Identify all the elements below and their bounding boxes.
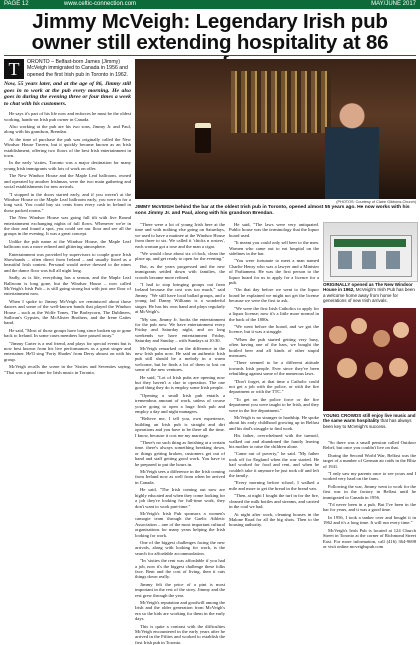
pub-sign (334, 239, 406, 247)
article-paragraph: Entertainment was provided by supervisors to couple grace Irish Showbands – often direct from Ireland – and usually listed as a beautiful Irish contest. Personal would arrive dressed to the nines and the dance floor was full all night long. (4, 251, 131, 273)
photo-credit: (PHOTOS: Courtesy of Claire Gibbons-Church) (336, 200, 416, 204)
article-paragraph: "We went before the board, and we got the licence, but it was a struggle. (229, 323, 319, 335)
photo-caption-crowds (323, 413, 416, 429)
lead-text: ORONTO – Belfast-born James (Jimmy) McVeigh immigrated to Canada in 1956 and opened the first Irish pub in Toronto in 1962. (27, 59, 129, 78)
caption-rest: that has always been key to McVeigh's success. (323, 418, 412, 429)
article-paragraph: This is quite a contrast with the difficulties McVeigh encountered in the early years after he arrived in the Fifties and worked to establish the first Irish pub in Toronto. (135, 623, 225, 645)
article-paragraph: "There seemed to be a different attitude towards Irish people. Ever since they've been rebuilding against some of the numerous laws. (229, 360, 319, 377)
article-paragraph: "Came out of poverty," he said. "My father took off for England when the war started. He had worked for food and rent, and when he couldn't take it anymore he just took off and left the family. (229, 451, 319, 479)
article-paragraph: When I spoke to Jimmy McVeigh we reminisced about those dances and some of the well-known bands that played the Windsor House – such as the Wolfe Tones, The Barleycorn, The Dubliners, Sullivan's Gypsies, the McAlister Brothers, and the Irene Gaites band. (4, 298, 131, 326)
issue-date: MAY/JUNE 2017 (371, 1, 416, 7)
article-paragraph: During the Second World War, Belfast was the target of a number of German air raids in the Blitz of 1941. (323, 452, 416, 469)
photo-jimmy-behind-bar (135, 59, 416, 199)
caption-lead: YOUNG CROWDS still enjoy live music and the same warm hospitality (323, 413, 416, 424)
face (365, 362, 383, 380)
article-paragraph: "So there was a small pension called Outdoor Relief, but once you couldn't live on that. (323, 440, 416, 451)
article-paragraph: Unlike the pub name at the Windsor House, the Maple Leaf ballroom was a more refined and glittering atmosphere. (4, 238, 131, 250)
article-paragraph: The New Windsor House and the Maple Leaf ballroom, owned and operated by another Irishman, were the two main gathering and social establishments for new arrivals. (4, 173, 131, 190)
caption-rest: McVeigh's Irish Pub has been a welcome home away from home for generations of new Irish arrivals. (323, 287, 415, 303)
face (351, 318, 367, 334)
article-paragraph: "There's no such thing as finishing at a certain time. there's always something breaking down, or things getting broken, customers get out of hand and staff getting good work. You have to be prepared to put the hours in. (135, 440, 225, 467)
photo-pub-exterior (323, 222, 418, 282)
article-paragraph: Following the war, Jimmy went to work for the first war in the factory in Belfast until he immigrated to Canada in 1956. (323, 483, 416, 500)
article-paragraph: McVeigh is no stranger to hardship. He spoke about his early childhood growing up in Belfast and his dad's struggle to find work. (229, 415, 319, 431)
article-paragraph: Sadly, as is life, everything has a season, and the Maple Leaf Ballroom is long gone, but the Windsor House – now called McVeigh's Irish Pub – is still going strong but with just one floor of entertainment now. (4, 275, 131, 297)
article-headline: Jimmy McVeigh: Legendary Irish pub owner still extending hospitality at 86 (31, 10, 389, 54)
caption-lead: ORIGINALLY opened as The New Windsor House in 1962, (323, 282, 413, 293)
article-paragraph: He said, "Lot of Irish pubs are opening now but they haven't a clue to operation. The one good thing they do is employ some Irish people. (135, 374, 225, 391)
article-paragraph: At the time of purchase the pub was originally called the New Windsor House Tavern, but it quickly became known as an Irish establishment, offering two floors of the best Irish entertainment in town. (4, 136, 131, 159)
face (389, 358, 408, 377)
article-paragraph: McVeigh's reputation and goodwill among the Irish and the older generation from McVeigh's era so the kids are working for them in the early days. (135, 600, 225, 622)
article-column-3 (229, 222, 319, 577)
window (386, 251, 400, 269)
article-paragraph: Jimmy felt the price of a pint is most important in the rest of the story. Jimmy and the rest grew through the year. (135, 581, 225, 598)
article-paragraph: His father, overwhelmed with the turmoil, walked out and abandoned the family leaving his mother to raise the children alone. (229, 433, 319, 450)
article-paragraph: The New Windsor House was going full tilt with live Round entertainment exchanging nights of full flows. Whenever we're in the door and found a spot, you could see our floor and see all the groups in the evening. It was a great concept. (4, 215, 131, 237)
article-paragraph: McVeigh's Irish Pub sponsors a women's camogie team through the Gaelic Athletic Association – one of the most important cultural organisations for many years helping the Irish looking for work. (135, 510, 225, 538)
article-paragraph: In the early 'sixties, Toronto was a major destination for many young Irish immigrants with lots of work on offer. (4, 160, 131, 171)
article-paragraph: "On that day before we went to the liquor board he explained we might not get the license because we were the first to ask. (229, 287, 319, 304)
article-paragraph: "Believe me, I tell you, own experience, building an Irish pub is straight and dirt operations and you have to be there all the time. I know, because it cost me my marriage. (135, 416, 225, 438)
article-paragraph: "I had to stop bringing groups out from Ireland because the cost was too much," said Jimmy. "We still have local ballad groups, and a young lad Danny Williams is a wonderful singer. He has his own band and plays regularly at McVeigh's. (135, 282, 225, 315)
article-paragraph: Also working at the pub are his two sons, Jimmy Jr. and Paul, along with his grandson, Brendan. (4, 124, 131, 135)
article-paragraph: At night after work, cleaning houses in the Malone Road for all the big shots. Then to the housing authority. (229, 511, 319, 528)
article-paragraph: In 1956, I took a tanker over and bought it in 1962 and it's a long time. It will run every time." (323, 514, 416, 526)
article-column-1 (4, 59, 131, 577)
article-paragraph: "When the pub started getting very busy, often having one of the bars, we bought the bottled beer and all kinds of other stupid measures. (229, 336, 319, 358)
article-paragraph: "Opening a small Irish pub entails a tremendous amount of work, unless of course you're going to open a huge Irish pub and employ a day and night managers. (135, 392, 225, 414)
article-paragraph: "To get on the police force or the fire department you were taught to be Irish, and they were in the fire department." (229, 396, 319, 413)
article-paragraph: He said, "The Irish coming out now are highly educated and when they come looking for a job they're looking for full-time work, they don't want to work part-time." (135, 487, 225, 509)
article-paragraph: McVeigh recalls the scene in the 'Sixties and Seventies saying, "That was a good time for Irish music in Toronto. (4, 364, 131, 375)
face (373, 330, 390, 347)
article-paragraph: "There were a lot of young Irish here at the time and with nothing else going on Saturdays, we used to have a matinee at the Windsor House from three to six. We called it 'chicks n rosters', each woman got a rose and the man a cigar. (135, 222, 225, 249)
article-paragraph: "We would close about six o'clock, clean the place up, and get ready to open for the evening." (135, 251, 225, 262)
article-paragraph: He says it's part of his life now and enforces he must be the oldest working, hands-on Irish pub owner in Canada. (4, 111, 131, 122)
jimmy-portrait (325, 95, 379, 199)
article-paragraph: "My son, Jimmy Jr. books the entertainment for the pub now. We have entertainment every Friday and Saturday night, and on long weekends we have entertainment Friday, Saturday and Sunday – with Sundays at 10:30. (135, 316, 225, 344)
window (338, 251, 352, 269)
article-paragraph: "Every morning before school, I walked a mile and more to get the bread in the bread van. (229, 480, 319, 491)
face (329, 326, 347, 344)
photo-caption-exterior (323, 282, 416, 303)
article-paragraph: "Then, at night I fought the turf in for the fire, cleaned the milk bottles and streams, and carried in the coal we had. (229, 493, 319, 510)
article-paragraph: "It meant you could only sell beer to the men. Women who came out to eat hospital on the sidelines in the bar. (229, 240, 319, 257)
page-header-bar (0, 0, 420, 9)
article-paragraph: "You were fortunate to meet a man named Charlie Henry who was a lawyer and a Minister of Parliament. He was the first person to the liquor board for us to apply for a licence for a pub. (229, 258, 319, 286)
window (362, 251, 376, 269)
face (393, 322, 409, 338)
lead-paragraph-2: Now, 55 years later, and at the age of 86, Jimmy still goes in to work at the pub every morning. He also goes in during the evening three or four times a week to chat with his customers. (4, 81, 131, 107)
site-url[interactable]: www.celtic-connection.com (64, 1, 137, 7)
drop-cap: T (4, 59, 24, 79)
article-paragraph: McVeigh's Irish Pub is located at 124 Church Street in Toronto at the corner of Richmond Street East. For more information, call (416) 364-9698 or visit online mcveighspub.com (323, 527, 416, 549)
bottle-shelf (231, 71, 331, 133)
article-paragraph: "Jimmy Carter is a real friend, and plays for special events but is now best known from his live performances as a great singer and entertainer. He'll sing 'Forty Shades' from Derry almost on with his group. (4, 340, 131, 362)
article-paragraph: "We were the first Irish Catholics to apply for a liquor license; now it's a little more normal in the back of the 1800s. (229, 305, 319, 322)
article-paragraph: "I'd never been in a pub. But I've been in the bar for years, and it was a good time. (323, 502, 416, 513)
article-paragraph: But, as the years progressed and the new immigrants settled down with families, the crowds became more refined. (135, 263, 225, 280)
article-paragraph: He said, "Most of those groups have long since broken up or gone back to Ireland. In some cases members have passed away." (4, 327, 131, 339)
article-paragraph: "I stopped in the doors started early, and if you weren't at the Windsor House or the Maple Leaf ballroom early, you were in for a long wait. You could buy six cents from every cash in Ireland in those packed rooms." (4, 191, 131, 213)
article-paragraph: "Don't forget, at that time a Catholic could not get a job with the police, or with the fire department or with the TTC." (229, 378, 319, 395)
article-paragraph: "I only saw my parents once to see yours and I worked very hard on the farm. (323, 471, 416, 482)
lead-paragraph (4, 59, 131, 78)
pint-glass (195, 123, 211, 153)
article-column-2 (135, 222, 225, 645)
article-paragraph: McVeigh remarked on the difference in the new Irish pubs now. He said an authentic Irish pub still should be a melody in a warm welcome, but he finds a lot of them to lost on some of the new ventures. (135, 345, 225, 373)
article-column-4 (323, 440, 416, 577)
page-number: PAGE 12 (4, 1, 29, 7)
article-paragraph: He said, "The laws were very antiquated. Public house was the terminology that the liquor board used. (229, 222, 319, 238)
headline-rule (4, 55, 416, 56)
article-paragraph: McVeigh sees a difference in the Irish coming from Ireland now as well from when he arrived in Canada. (135, 469, 225, 485)
column-3-body (229, 222, 319, 528)
article-paragraph: One of the biggest challenges facing the new arrivals, along with looking for work, is the search for affordable accommodation. (135, 539, 225, 556)
column-4-body (323, 440, 416, 549)
photo-young-crowds (323, 308, 416, 411)
article-paragraph: "In 'sixties the rent was affordable if you had a job, now it's the biggest challenge these folks face. Rent and the cost of living, then it cuts things down really. (135, 558, 225, 580)
face (337, 358, 357, 378)
photo-caption-main: JIMMY McVEIGH behind the bar at the oldest Irish pub in Toronto, opened almost 55 years ago. He now works with his sons Jimmy Jr. and Paul, along with his grandson Brendan. (135, 205, 410, 216)
column-1-body (4, 111, 131, 375)
column-2-body (135, 222, 225, 645)
